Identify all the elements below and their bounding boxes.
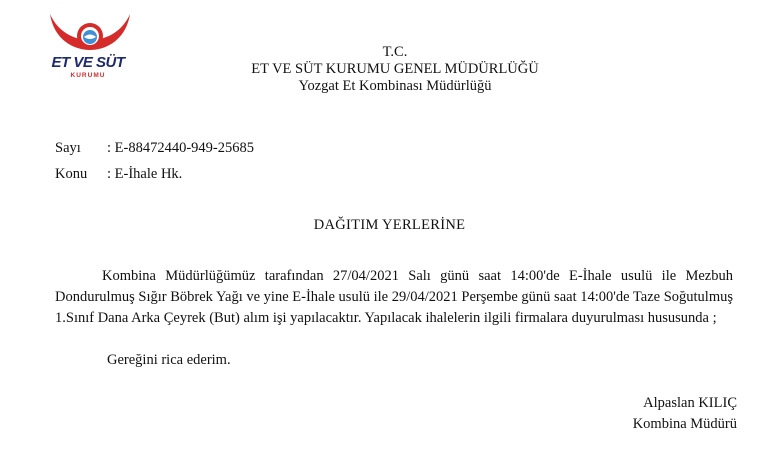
reference-number-row: [55, 140, 254, 157]
logo-subtitle-text: KURUMU: [70, 72, 106, 79]
logo-emblem-icon: [44, 10, 136, 60]
header-line-tc: T.C.: [382, 44, 408, 60]
konu-label: Konu: [55, 166, 88, 182]
signature-block: [633, 393, 737, 435]
konu-value: : E-İhale Hk.: [107, 166, 183, 182]
header-line-department: Yozgat Et Kombinası Müdürlüğü: [298, 78, 492, 94]
letter-body: Kombina Müdürlüğümüz tarafından 27/04/2021 Salı günü saat 14:00'de E-İhale usulü ile Mezbuh Dondurulmuş Sığır Böbrek Yağı ve yine E-İhale usulü ile 29/04/2021 Perşembe günü saat 14:00'de Taze Soğutulmuş 1.Sınıf Dana Arka Çeyrek (But) alım işi yapılacaktır. Yapılacak ihalelerin ilgili firmalara duyurulması hususunda ;: [55, 268, 733, 326]
institution-logo: [44, 10, 136, 86]
header-line-institution: ET VE SÜT KURUMU GENEL MÜDÜRLÜĞÜ: [251, 61, 539, 77]
sayi-value: : E-88472440-949-25685: [107, 140, 254, 156]
closing-line: Gereğini rica ederim.: [107, 352, 231, 368]
recipients-heading: DAĞITIM YERLERİNE: [313, 217, 466, 233]
signatory-title: Kombina Müdürü: [632, 416, 737, 432]
document-header: [200, 44, 590, 95]
logo-brand-text: ET VE SÜT: [51, 54, 125, 71]
signatory-name: Alpaslan KILIÇ: [643, 395, 737, 411]
subject-row: [55, 166, 182, 183]
sayi-label: Sayı: [55, 140, 81, 156]
